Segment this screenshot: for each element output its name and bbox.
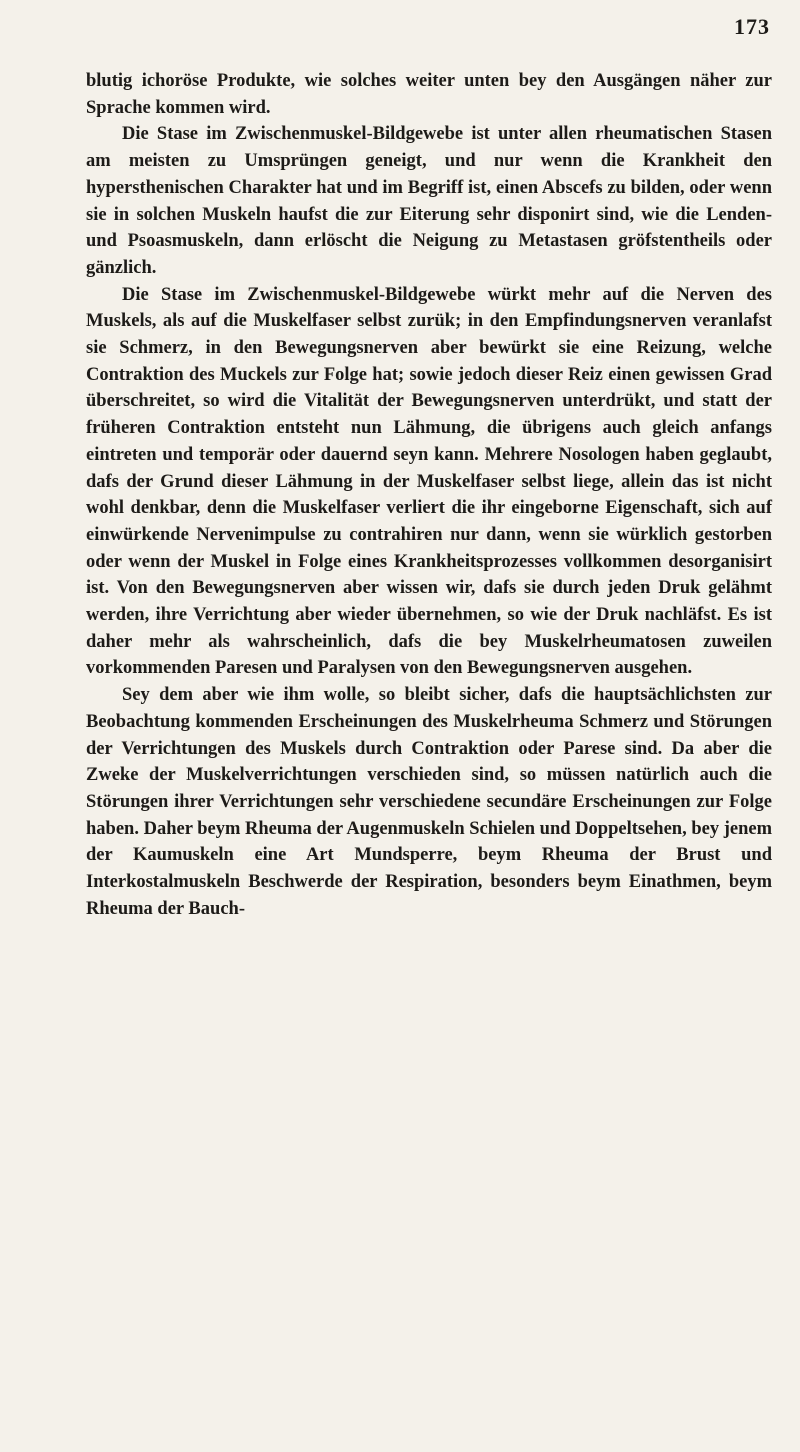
- paragraph-continuation: blutig ichoröse Produkte, wie solches weiter unten bey den Ausgängen näher zur Sprache kommen wird.: [86, 71, 772, 118]
- page-number: 173: [734, 14, 770, 39]
- paragraph-stase-nerven: Die Stase im Zwischenmuskel-Bildgewebe würkt mehr auf die Nerven des Muskels, als auf die Muskelfaser selbst zurük; in den Empfindungsnerven veranlafst sie Schmerz, in den Bewegungsnerven aber bewürkt sie eine Reizung, welche Contraktion des Muckels zur Folge hat; sowie jedoch dieser Reiz einen gewissen Grad überschreitet, so wird die Vitalität der Bewegungsnerven unterdrükt, und statt der früheren Contraktion entsteht nun Lähmung, die übrigens auch gleich anfangs eintreten und temporär oder dauernd seyn kann. Mehrere Nosologen haben geglaubt, dafs der Grund dieser Lähmung in der Muskelfaser selbst liege, allein das ist nicht wohl denkbar, denn die Muskelfaser verliert die ihr eingeborne Eigenschaft, sich auf einwürkende Nervenimpulse zu contrahiren nur dann, wenn sie würklich gestorben oder wenn der Muskel in Folge eines Krankheitsprozesses vollkommen desorganisirt ist. Von den Bewegungsnerven aber wissen wir, dafs sie durch jeden Druk gelähmt werden, ihre Verrichtung aber wieder übernehmen, so wie der Druk nachläfst. Es ist daher mehr als wahrscheinlich, dafs die bey Muskelrheumatosen zuweilen vorkommenden Paresen und Paralysen von den Bewegungsnerven ausgehen.: [86, 284, 772, 679]
- paragraph-erscheinungen: Sey dem aber wie ihm wolle, so bleibt sicher, dafs die hauptsächlichsten zur Beobachtung kommenden Erscheinungen des Muskelrheuma Schmerz und Störungen der Verrichtungen des Muskels durch Contraktion oder Parese sind. Da aber die Zweke der Muskelverrichtungen verschieden sind, so müssen natürlich auch die Störungen ihrer Verrichtungen sehr verschiedene secundäre Erscheinungen zur Folge haben. Daher beym Rheuma der Augenmuskeln Schielen und Doppeltsehen, bey jenem der Kaumuskeln eine Art Mundsperre, beym Rheuma der Brust und Interkostalmuskeln Beschwerde der Respiration, besonders beym Einathmen, beym Rheuma der Bauch-: [86, 685, 772, 919]
- paragraph-stase-umspruenge: Die Stase im Zwischenmuskel-Bildgewebe ist unter allen rheumatischen Stasen am meisten zu Umsprüngen geneigt, und nur wenn die Krankheit den hypersthenischen Charakter hat und im Begriff ist, einen Abscefs zu bilden, oder wenn sie in solchen Muskeln haufst die zur Eiterung sehr disponirt sind, wie die Lenden- und Psoasmuskeln, dann erlöscht die Neigung zu Metastasen gröfstentheils oder gänzlich.: [86, 124, 772, 278]
- body-text: [86, 68, 772, 923]
